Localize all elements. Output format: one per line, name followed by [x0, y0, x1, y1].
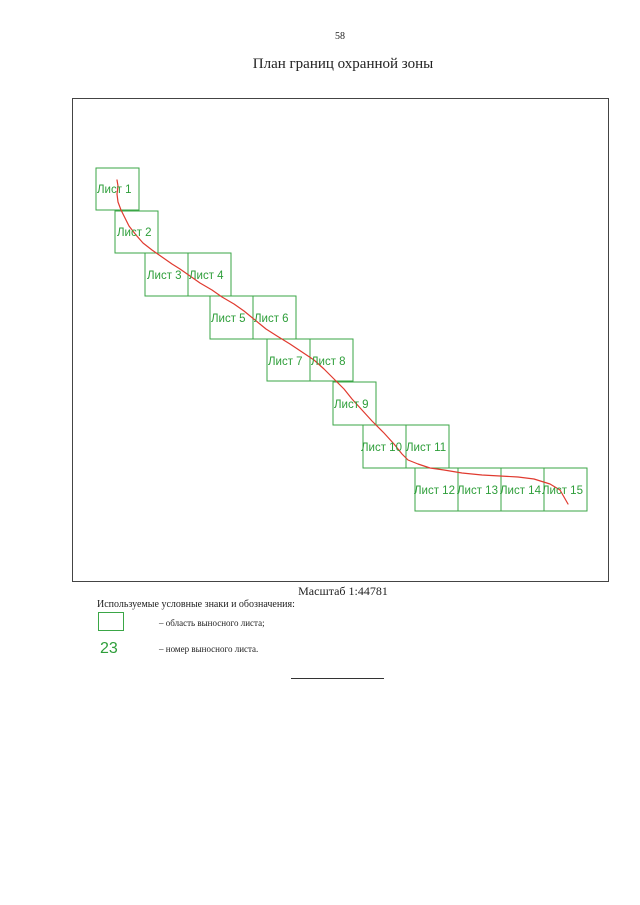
sheet-label-15: Лист 15 [542, 485, 583, 497]
sheet-label-3: Лист 3 [147, 270, 182, 282]
sheet-label-12: Лист 12 [414, 485, 455, 497]
legend-sheet-number-sample: 23 [100, 640, 118, 657]
sheet-label-11: Лист 11 [406, 442, 447, 454]
legend-sheet-area-symbol [98, 612, 124, 631]
sheet-label-14: Лист 14 [500, 485, 541, 497]
sheet-label-8: Лист 8 [311, 356, 346, 368]
sheet-label-4: Лист 4 [189, 270, 224, 282]
page-title: План границ охранной зоны [252, 56, 434, 72]
map-scale: Масштаб 1:44781 [298, 584, 388, 598]
sheet-label-2: Лист 2 [117, 227, 152, 239]
legend-sheet-number-text: – номер выносного листа. [159, 644, 259, 654]
page-number: 58 [335, 31, 345, 42]
route-line [117, 180, 568, 504]
sheet-label-13: Лист 13 [457, 485, 498, 497]
protection-zone-map [72, 98, 609, 582]
legend-title: Используемые условные знаки и обозначения: [97, 599, 295, 610]
sheet-label-7: Лист 7 [268, 356, 303, 368]
sheet-label-9: Лист 9 [334, 399, 369, 411]
legend-sheet-area-text: – область выносного листа; [159, 618, 265, 628]
footer-divider [291, 678, 384, 679]
sheet-label-10: Лист 10 [361, 442, 402, 454]
sheet-label-5: Лист 5 [211, 313, 246, 325]
sheet-label-6: Лист 6 [254, 313, 289, 325]
sheet-label-1: Лист 1 [97, 184, 132, 196]
